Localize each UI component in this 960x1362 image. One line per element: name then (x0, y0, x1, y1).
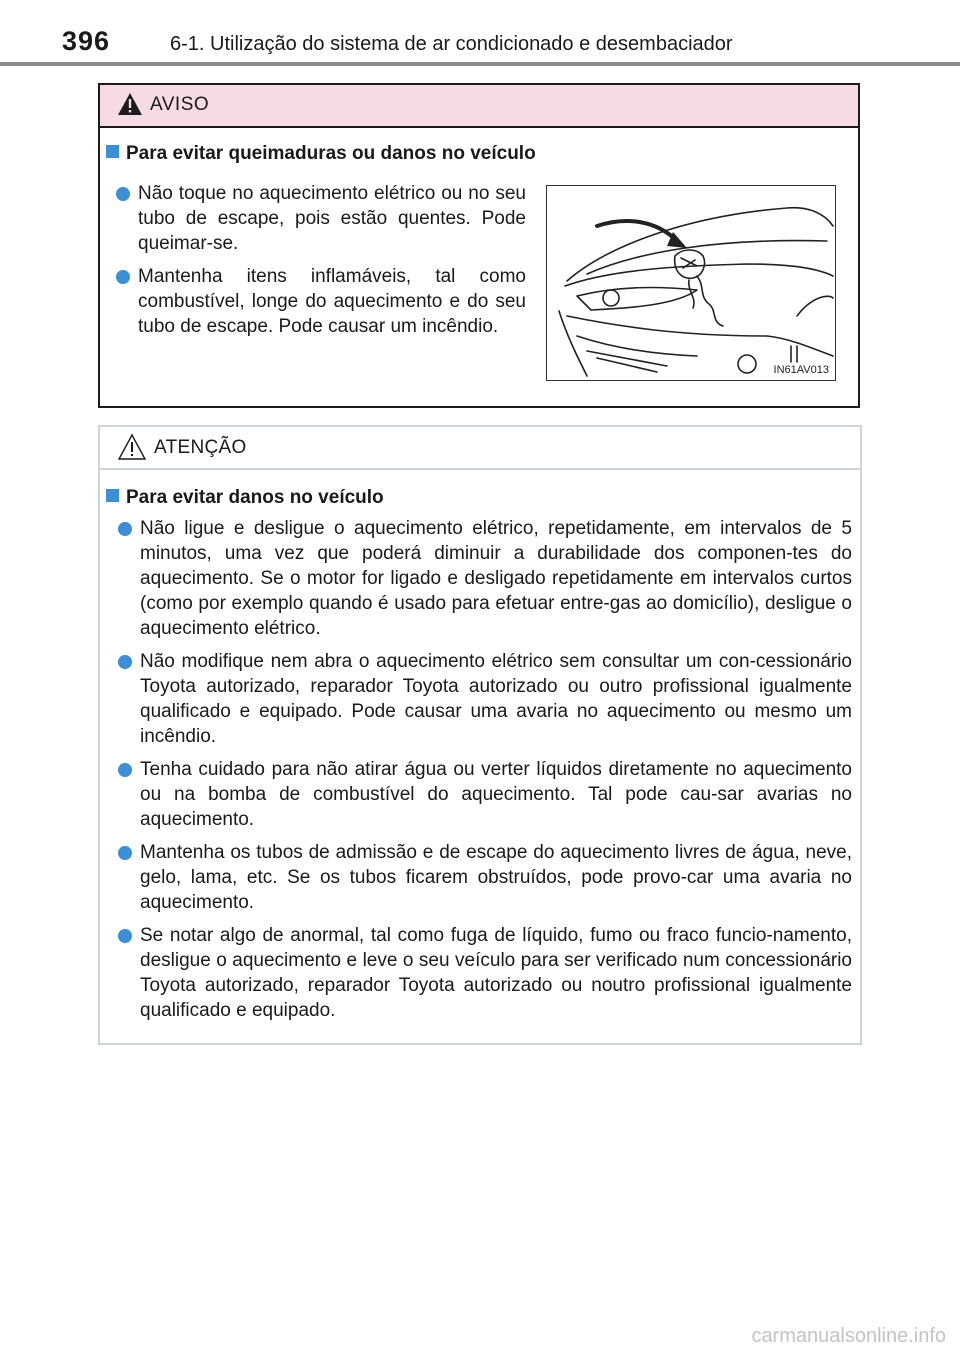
list-item (118, 757, 852, 832)
header-divider (0, 62, 960, 66)
caution-box (98, 425, 862, 1045)
circle-bullet-icon (118, 522, 132, 536)
caution-bullet-list (118, 516, 852, 1031)
list-item-text: Mantenha os tubos de admissão e de escape do aquecimento livres de água, neve, gelo, lama, etc. Se os tubos ficarem obstruídos, pode provo-car uma avaria no aquecimento. (140, 842, 852, 913)
heater-illustration (546, 185, 836, 381)
square-bullet-icon (106, 145, 119, 158)
list-item (118, 516, 852, 641)
list-item-text: Mantenha itens inflamáveis, tal como combustível, longe do aquecimento e do seu tubo de escape. Pode causar um incêndio. (138, 266, 526, 337)
circle-bullet-icon (116, 270, 130, 284)
list-item-text: Não ligue e desligue o aquecimento elétrico, repetidamente, em intervalos de 5 minutos, uma vez que poderá diminuir a durabilidade dos componen-tes do aquecimento. Se o motor for ligado e desligado repetidamente em intervalos curtos (como por exemplo quando é usado para efetuar entre-gas ao domicílio), desligue o aquecimento elétrico. (140, 518, 852, 639)
car-front-drawing (547, 186, 835, 380)
section-title: 6-1. Utilização do sistema de ar condicionado e desembaciador (170, 33, 733, 55)
caution-heading (100, 487, 384, 509)
watermark: carmanualsonline.info (751, 1325, 946, 1347)
circle-bullet-icon (118, 846, 132, 860)
page-number: 396 (62, 26, 111, 56)
square-bullet-icon (106, 489, 119, 502)
list-item (116, 264, 526, 339)
list-item (118, 649, 852, 749)
warning-triangle-outline-icon (117, 433, 147, 461)
caution-heading-text: Para evitar danos no veículo (126, 487, 384, 508)
list-item (116, 181, 526, 256)
warning-bullet-list (116, 181, 526, 347)
warning-box (98, 83, 860, 408)
warning-box-header (100, 85, 858, 128)
warning-triangle-filled-icon (117, 92, 143, 116)
list-item-text: Tenha cuidado para não atirar água ou verter líquidos diretamente no aquecimento ou na bomba de combustível do aquecimento. Tal pode cau-sar avarias no aquecimento. (140, 759, 852, 830)
page-header (0, 0, 960, 70)
circle-bullet-icon (116, 187, 130, 201)
caution-box-header (100, 427, 860, 470)
warning-box-label: AVISO (150, 94, 210, 115)
list-item (118, 923, 852, 1023)
list-item-text: Se notar algo de anormal, tal como fuga de líquido, fumo ou fraco funcio-namento, desligue o aquecimento e leve o seu veículo para ser verificado num concessionário Toyota autorizado, reparador Toyota autorizado ou noutro profissional igualmente qualificado e equipado. (140, 925, 852, 1021)
warning-heading (100, 143, 536, 165)
circle-bullet-icon (118, 763, 132, 777)
list-item (118, 840, 852, 915)
caution-box-label: ATENÇÃO (154, 437, 247, 458)
circle-bullet-icon (118, 929, 132, 943)
warning-heading-text: Para evitar queimaduras ou danos no veículo (126, 143, 536, 164)
circle-bullet-icon (118, 655, 132, 669)
list-item-text: Não toque no aquecimento elétrico ou no seu tubo de escape, pois estão quentes. Pode queimar-se. (138, 183, 526, 254)
illustration-code: IN61AV013 (773, 364, 829, 376)
list-item-text: Não modifique nem abra o aquecimento elétrico sem consultar um con-cessionário Toyota autorizado, reparador Toyota autorizado ou outro profissional igualmente qualificado e equipado. Pode causar uma avaria no aquecimento ou mesmo um incêndio. (140, 651, 852, 747)
